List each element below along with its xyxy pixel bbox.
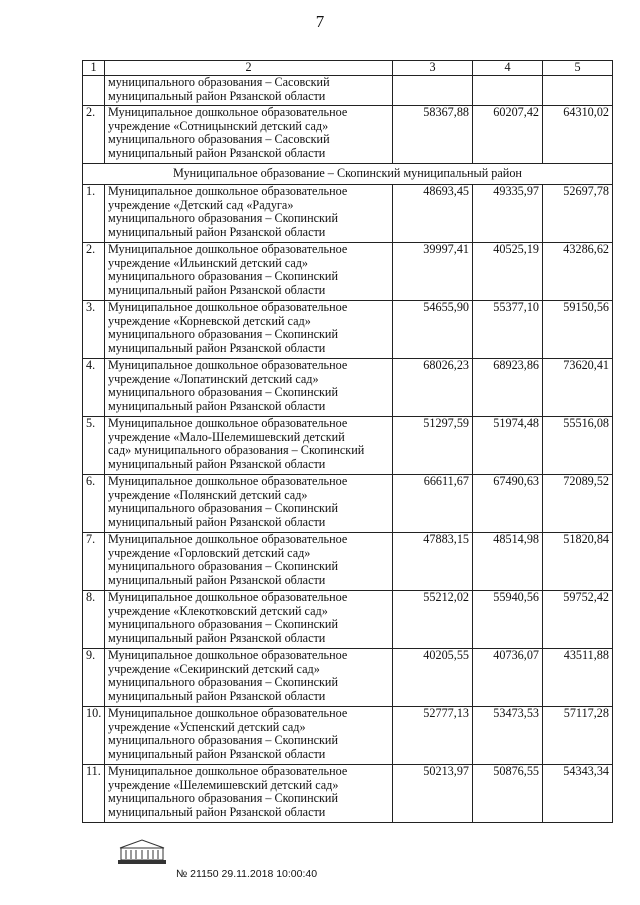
table-row — [83, 707, 613, 765]
name-line: Муниципальное дошкольное образовательное — [108, 242, 348, 256]
building-seal-icon — [114, 838, 170, 868]
name-line: Муниципальное дошкольное образовательное — [108, 416, 348, 430]
allocation-table — [82, 60, 613, 823]
table-row — [83, 649, 613, 707]
name-line: учреждение «Мало-Шелемишевский детский — [108, 429, 345, 444]
row-number: 2. — [83, 243, 105, 301]
value-col-5: 43286,62 — [543, 243, 613, 301]
table-row — [83, 475, 613, 533]
name-line: учреждение «Сотницынский детский сад» — [108, 118, 329, 133]
value-col-3: 48693,45 — [393, 185, 473, 243]
value-col-3: 40205,55 — [393, 649, 473, 707]
institution-name — [105, 185, 393, 243]
value-col-5: 64310,02 — [543, 106, 613, 164]
institution-name — [105, 76, 393, 106]
name-line: учреждение «Шелемишевский детский сад» — [108, 777, 339, 792]
name-line: муниципального образования – Скопинский — [108, 327, 338, 342]
row-number: 3. — [83, 301, 105, 359]
name-line: Муниципальное дошкольное образовательное — [108, 590, 348, 604]
name-line: муниципального образования – Скопинский — [108, 211, 338, 226]
row-number: 8. — [83, 591, 105, 649]
value-col-5: 55516,08 — [543, 417, 613, 475]
name-line: муниципальный район Рязанской области — [108, 88, 326, 103]
value-col-4: 53473,53 — [473, 707, 543, 765]
section-header-row — [83, 164, 613, 185]
name-line: муниципальный район Рязанской области — [108, 282, 326, 297]
value-col-3: 54655,90 — [393, 301, 473, 359]
header-row — [83, 61, 613, 76]
row-number: 2. — [83, 106, 105, 164]
value-col-3: 50213,97 — [393, 765, 473, 823]
value-col-5: 59150,56 — [543, 301, 613, 359]
name-line: учреждение «Успенский детский сад» — [108, 719, 306, 734]
table-row — [83, 106, 613, 164]
value-col-3: 52777,13 — [393, 707, 473, 765]
name-line: муниципальный район Рязанской области — [108, 688, 326, 703]
value-col-3: 68026,23 — [393, 359, 473, 417]
name-line: Муниципальное дошкольное образовательное — [108, 105, 348, 119]
name-line: учреждение «Детский сад «Радуга» — [108, 197, 294, 212]
name-line: муниципального образования – Скопинский — [108, 559, 338, 574]
footer — [114, 838, 414, 888]
value-col-3: 58367,88 — [393, 106, 473, 164]
value-col-5: 52697,78 — [543, 185, 613, 243]
name-line: учреждение «Клекотковский детский сад» — [108, 603, 328, 618]
name-line: учреждение «Горловский детский сад» — [108, 545, 311, 560]
value-col-5 — [543, 76, 613, 106]
value-col-5: 73620,41 — [543, 359, 613, 417]
value-col-3: 55212,02 — [393, 591, 473, 649]
institution-name — [105, 533, 393, 591]
table-row — [83, 243, 613, 301]
name-line: Муниципальное дошкольное образовательное — [108, 300, 348, 314]
institution-name — [105, 301, 393, 359]
name-line: сад» муниципального образования – Скопинский — [108, 443, 365, 458]
name-line: муниципальный район Рязанской области — [108, 340, 326, 355]
table-row — [83, 359, 613, 417]
name-line: учреждение «Лопатинский детский сад» — [108, 371, 319, 386]
name-line: муниципальный район Рязанской области — [108, 804, 326, 819]
row-number: 6. — [83, 475, 105, 533]
institution-name — [105, 765, 393, 823]
name-line: муниципального образования – Скопинский — [108, 617, 338, 632]
table-row — [83, 417, 613, 475]
name-line: муниципальный район Рязанской области — [108, 746, 326, 761]
row-number: 10. — [83, 707, 105, 765]
column-header: 3 — [393, 61, 473, 76]
name-line: муниципального образования – Скопинский — [108, 733, 338, 748]
institution-name — [105, 475, 393, 533]
row-number: 5. — [83, 417, 105, 475]
institution-name — [105, 707, 393, 765]
table-row — [83, 301, 613, 359]
table-row — [83, 533, 613, 591]
name-line: учреждение «Секиринский детский сад» — [108, 661, 320, 676]
value-col-4: 40525,19 — [473, 243, 543, 301]
value-col-5: 57117,28 — [543, 707, 613, 765]
column-header: 1 — [83, 61, 105, 76]
table-row — [83, 185, 613, 243]
row-number: 1. — [83, 185, 105, 243]
value-col-4: 49335,97 — [473, 185, 543, 243]
value-col-4: 55377,10 — [473, 301, 543, 359]
name-line: муниципального образования – Скопинский — [108, 269, 338, 284]
column-header: 4 — [473, 61, 543, 76]
row-number: 9. — [83, 649, 105, 707]
column-header: 2 — [105, 61, 393, 76]
table-row — [83, 765, 613, 823]
value-col-4: 40736,07 — [473, 649, 543, 707]
page-number: 7 — [315, 12, 325, 31]
name-line: муниципального образования – Скопинский — [108, 675, 338, 690]
name-line: муниципальный район Рязанской области — [108, 398, 326, 413]
name-line: муниципальный район Рязанской области — [108, 145, 326, 160]
institution-name — [105, 417, 393, 475]
section-title: Муниципальное образование – Скопинский муниципальный район — [83, 164, 613, 185]
value-col-4: 50876,55 — [473, 765, 543, 823]
value-col-4: 68923,86 — [473, 359, 543, 417]
value-col-3: 39997,41 — [393, 243, 473, 301]
value-col-5: 43511,88 — [543, 649, 613, 707]
institution-name — [105, 591, 393, 649]
name-line: Муниципальное дошкольное образовательное — [108, 648, 348, 662]
value-col-3: 47883,15 — [393, 533, 473, 591]
value-col-4: 60207,42 — [473, 106, 543, 164]
name-line: муниципальный район Рязанской области — [108, 572, 326, 587]
value-col-5: 59752,42 — [543, 591, 613, 649]
name-line: муниципальный район Рязанской области — [108, 224, 326, 239]
name-line: муниципального образования – Сасовский — [108, 132, 330, 147]
value-col-4: 51974,48 — [473, 417, 543, 475]
name-line: Муниципальное дошкольное образовательное — [108, 358, 348, 372]
institution-name — [105, 243, 393, 301]
name-line: муниципального образования – Скопинский — [108, 385, 338, 400]
value-col-4: 67490,63 — [473, 475, 543, 533]
institution-name — [105, 359, 393, 417]
name-line: учреждение «Ильинский детский сад» — [108, 255, 309, 270]
institution-name — [105, 106, 393, 164]
name-line: Муниципальное дошкольное образовательное — [108, 764, 348, 778]
document-stamp: № 21150 29.11.2018 10:00:40 — [176, 868, 318, 880]
value-col-5: 72089,52 — [543, 475, 613, 533]
name-line: муниципальный район Рязанской области — [108, 630, 326, 645]
row-number-empty — [83, 76, 105, 106]
value-col-5: 51820,84 — [543, 533, 613, 591]
row-number: 7. — [83, 533, 105, 591]
column-header: 5 — [543, 61, 613, 76]
name-line: муниципальный район Рязанской области — [108, 514, 326, 529]
continuation-row — [83, 76, 613, 106]
value-col-3: 51297,59 — [393, 417, 473, 475]
name-line: Муниципальное дошкольное образовательное — [108, 474, 348, 488]
institution-name — [105, 649, 393, 707]
name-line: муниципального образования – Скопинский — [108, 791, 338, 806]
value-col-4 — [473, 76, 543, 106]
name-line: Муниципальное дошкольное образовательное — [108, 706, 348, 720]
name-line: муниципальный район Рязанской области — [108, 456, 326, 471]
name-line: учреждение «Корневской детский сад» — [108, 313, 311, 328]
value-col-3 — [393, 76, 473, 106]
row-number: 4. — [83, 359, 105, 417]
value-col-4: 48514,98 — [473, 533, 543, 591]
name-line: муниципального образования – Скопинский — [108, 501, 338, 516]
value-col-5: 54343,34 — [543, 765, 613, 823]
name-line: Муниципальное дошкольное образовательное — [108, 184, 348, 198]
value-col-3: 66611,67 — [393, 475, 473, 533]
name-line: учреждение «Полянский детский сад» — [108, 487, 308, 502]
name-line: муниципального образования – Сасовский — [108, 75, 330, 89]
row-number: 11. — [83, 765, 105, 823]
name-line: Муниципальное дошкольное образовательное — [108, 532, 348, 546]
table-row — [83, 591, 613, 649]
value-col-4: 55940,56 — [473, 591, 543, 649]
